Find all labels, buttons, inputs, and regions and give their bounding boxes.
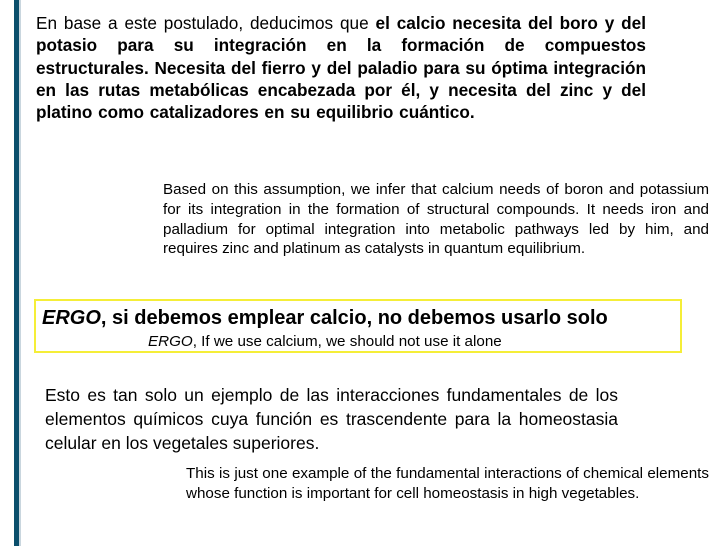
ergo-keyword: ERGO (42, 307, 101, 329)
ergo-statement-text: , si debemos emplear calcio, no debemos usarlo solo (100, 307, 608, 329)
english-translation-1: Based on this assumption, we infer that calcium needs of boron and potassium for its integration in the formation of structural compounds. It needs iron and palladium for optimal integration into metabolic pathways led by him, and requires zinc and platinum as catalysts in quantum equilibrium. (163, 181, 709, 258)
decorative-side-bar-shadow (19, 0, 21, 546)
ergo-translation-text: , If we use calcium, we should not use it alone (192, 333, 502, 350)
spanish-paragraph-1 (36, 12, 646, 123)
spanish-paragraph-1-lead: En base a este postulado, deducimos que (36, 13, 376, 33)
ergo-translation-keyword: ERGO (148, 333, 193, 350)
ergo-statement (42, 307, 608, 330)
spanish-paragraph-2: Esto es tan solo un ejemplo de las interacciones fundamentales de los elementos químicos cuya función es trascendente para la homeostasia celular en los vegetales superiores. (45, 385, 618, 453)
ergo-translation (148, 333, 502, 350)
english-translation-2: This is just one example of the fundamental interactions of chemical elements whose function is important for cell homeostasis in high vegetables. (186, 465, 709, 502)
spanish-paragraph-1-bold: el calcio necesita del boro y del potasio para su integración en la formación de compuestos estructurales. Necesita del fierro y del paladio para su óptima integración en las rutas metabólicas encabezada por él, y necesita del zinc y del platino como catalizadores en su equilibrio cuántico. (36, 13, 646, 123)
